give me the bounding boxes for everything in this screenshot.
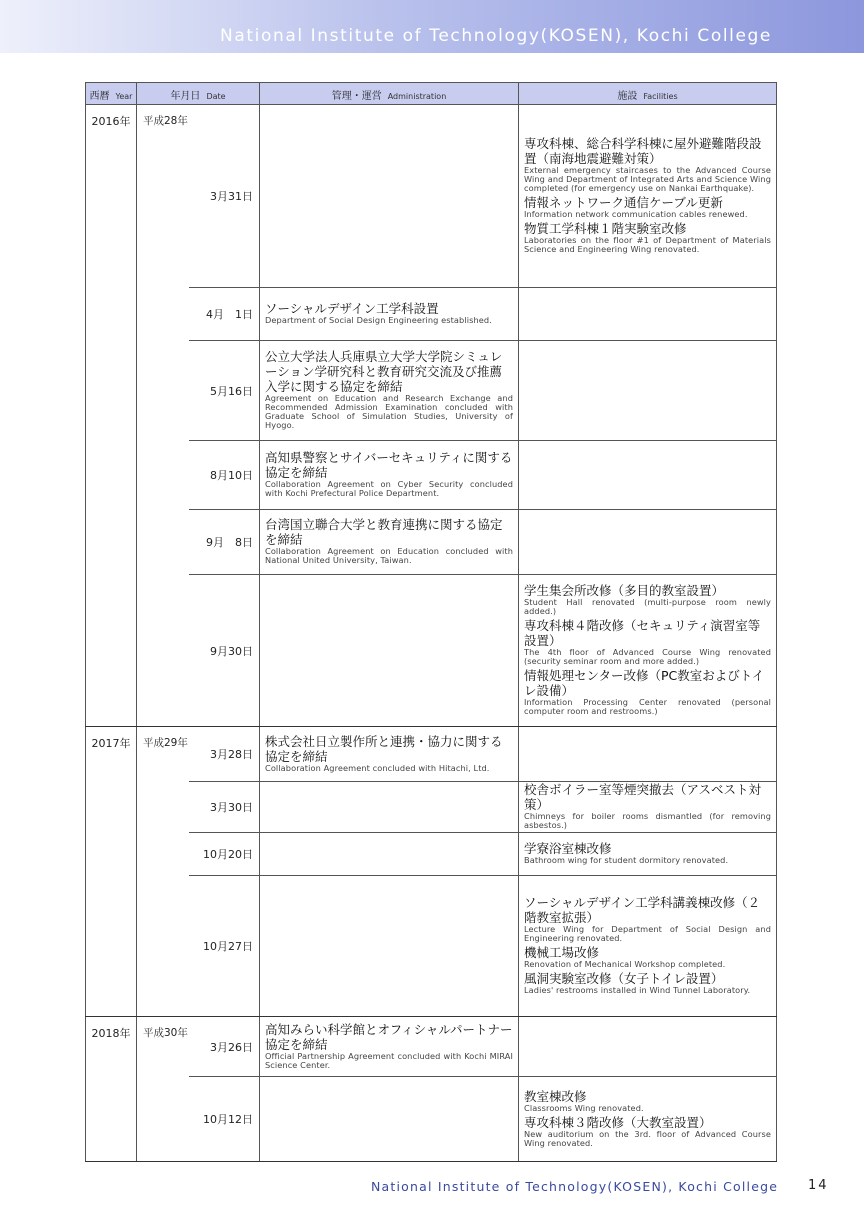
administration-cell: [260, 575, 519, 727]
administration-cell: [260, 727, 519, 782]
facilities-cell: [519, 1017, 777, 1077]
table-row: [86, 727, 777, 782]
entry-text-ja: ソーシャルデザイン工学科設置: [265, 301, 439, 316]
entry-text-ja: 物質工学科棟１階実験室改修: [524, 221, 687, 236]
entry-text-en: Agreement on Education and Research Exchange and Recommended Admission Examination concluded with Graduate School of Simulation Studies, University of Hyogo.: [265, 393, 513, 430]
date-cell: 3月28日: [189, 727, 260, 782]
facilities-cell: [519, 575, 777, 727]
page-number: 14: [808, 1178, 829, 1193]
header-title: National Institute of Technology(KOSEN), Kochi College: [220, 26, 772, 46]
table-row: [86, 441, 777, 510]
date-cell: 3月26日: [189, 1017, 260, 1077]
administration-cell: [260, 510, 519, 575]
column-header-administration: 管理・運営 Administration: [260, 83, 519, 105]
entry-text-en: Collaboration Agreement on Cyber Security concluded with Kochi Prefectural Police Department.: [265, 479, 513, 498]
facilities-cell: [519, 876, 777, 1017]
year-cell: 2018年: [86, 1017, 137, 1162]
facilities-cell: [519, 1077, 777, 1162]
entry-text-en: Student Hall renovated (multi-purpose room newly added.): [524, 597, 771, 616]
entry-text-ja: 学寮浴室棟改修: [524, 841, 612, 856]
history-table: [85, 82, 777, 1162]
entry-text-ja: 機械工場改修: [524, 945, 600, 960]
table-row: [86, 510, 777, 575]
administration-cell: [260, 105, 519, 288]
entry-text-en: Ladies' restrooms installed in Wind Tunnel Laboratory.: [524, 985, 751, 995]
date-cell: 8月10日: [189, 441, 260, 510]
entry-text-en: Renovation of Mechanical Workshop completed.: [524, 959, 726, 969]
date-cell: 9月 8日: [189, 510, 260, 575]
table-row: [86, 782, 777, 833]
entry-text-en: External emergency staircases to the Advanced Course Wing and Department of Integrated Arts and Science Wing completed (for emergency use on Nankai Earthquake).: [524, 165, 771, 193]
date-cell: 10月12日: [189, 1077, 260, 1162]
entry-text-en: Classrooms Wing renovated.: [524, 1102, 644, 1113]
entry-text-en: Official Partnership Agreement concluded with Kochi MIRAI Science Center.: [265, 1050, 513, 1070]
entry-text-ja: 情報処理センター改修（PC教室およびトイレ設備）: [524, 668, 765, 698]
entry-text-ja: 学生集会所改修（多目的教室設置）: [524, 583, 725, 598]
administration-cell: [260, 341, 519, 441]
entry-text-ja: 高知県警察とサイバーセキュリティに関する協定を締結: [265, 450, 513, 480]
entry-text-en: Collaboration Agreement concluded with Hitachi, Ltd.: [265, 762, 490, 773]
facilities-cell: [519, 510, 777, 575]
date-cell: 10月20日: [189, 833, 260, 876]
entry-text-en: Chimneys for boiler rooms dismantled (for removing asbestos.): [524, 811, 771, 830]
entry-text-en: Information network communication cables renewed.: [524, 209, 748, 219]
administration-cell: [260, 782, 519, 833]
year-cell: 2016年: [86, 105, 137, 727]
entry-text-en: Collaboration Agreement on Education concluded with National United University, Taiwan.: [265, 546, 513, 565]
facilities-cell: [519, 288, 777, 341]
entry-text-ja: 高知みらい科学館とオフィシャルパートナー協定を締結: [265, 1021, 513, 1052]
date-cell: 3月30日: [189, 782, 260, 833]
era-cell: 平成28年: [137, 105, 189, 727]
table-row: [86, 1077, 777, 1162]
administration-cell: [260, 1017, 519, 1077]
entry-text-en: New auditorium on the 3rd. floor of Advanced Course Wing renovated.: [524, 1128, 771, 1148]
header-banner: [0, 0, 864, 53]
entry-text-ja: 台湾国立聯合大学と教育連携に関する協定を締結: [265, 517, 503, 547]
table-row: [86, 1017, 777, 1077]
facilities-cell: [519, 105, 777, 288]
date-cell: 3月31日: [189, 105, 260, 288]
date-cell: 10月27日: [189, 876, 260, 1017]
facilities-cell: [519, 341, 777, 441]
administration-cell: [260, 833, 519, 876]
entry-text-en: Information Processing Center renovated (personal computer room and restrooms.): [524, 697, 771, 716]
entry-text-ja: 校舎ボイラー室等煙突撤去（アスベスト対策）: [524, 782, 762, 812]
entry-text-ja: 教室棟改修: [524, 1088, 587, 1104]
entry-text-ja: 専攻科棟、総合科学科棟に屋外避難階段設置（南海地震避難対策）: [524, 136, 762, 166]
facilities-cell: [519, 833, 777, 876]
column-header-year: 西暦 Year: [86, 83, 137, 105]
entry-text-ja: ソーシャルデザイン工学科講義棟改修（２階教室拡張）: [524, 895, 761, 925]
facilities-cell: [519, 727, 777, 782]
table-row: [86, 575, 777, 727]
entry-text-ja: 風洞実験室改修（女子トイレ設置）: [524, 971, 724, 986]
facilities-cell: [519, 441, 777, 510]
date-cell: 5月16日: [189, 341, 260, 441]
year-cell: 2017年: [86, 727, 137, 1017]
table-row: [86, 341, 777, 441]
entry-text-ja: 専攻科棟４階改修（セキュリティ演習室等設置）: [524, 618, 761, 648]
entry-text-ja: 情報ネットワーク通信ケーブル更新: [524, 195, 723, 210]
administration-cell: [260, 441, 519, 510]
footer-institution: National Institute of Technology(KOSEN), Kochi College: [371, 1179, 779, 1194]
administration-cell: [260, 288, 519, 341]
era-cell: 平成30年: [137, 1017, 189, 1162]
entry-text-en: The 4th floor of Advanced Course Wing renovated (security seminar room and more added.): [524, 647, 771, 666]
era-cell: 平成29年: [137, 727, 189, 1017]
entry-text-ja: 専攻科棟３階改修（大教室設置）: [524, 1114, 712, 1130]
table-row: [86, 105, 777, 288]
entry-text-ja: 株式会社日立製作所と連携・協力に関する協定を締結: [265, 733, 503, 764]
table-row: [86, 288, 777, 341]
column-header-date: 年月日 Date: [137, 83, 260, 105]
entry-text-en: Lecture Wing for Department of Social Design and Engineering renovated.: [524, 924, 771, 943]
date-cell: 9月30日: [189, 575, 260, 727]
administration-cell: [260, 1077, 519, 1162]
date-cell: 4月 1日: [189, 288, 260, 341]
table-row: [86, 833, 777, 876]
table-row: [86, 876, 777, 1017]
entry-text-en: Laboratories on the floor #1 of Department of Materials Science and Engineering Wing renovated.: [524, 235, 771, 254]
column-header-facilities: 施設 Facilities: [519, 83, 777, 105]
entry-text-en: Department of Social Design Engineering established.: [265, 315, 492, 325]
entry-text-en: Bathroom wing for student dormitory renovated.: [524, 855, 729, 865]
administration-cell: [260, 876, 519, 1017]
table-header-row: [86, 83, 777, 105]
facilities-cell: [519, 782, 777, 833]
entry-text-ja: 公立大学法人兵庫県立大学大学院シミュレーション学研究科と教育研究交流及び推薦入学に関する協定を締結: [265, 349, 503, 394]
